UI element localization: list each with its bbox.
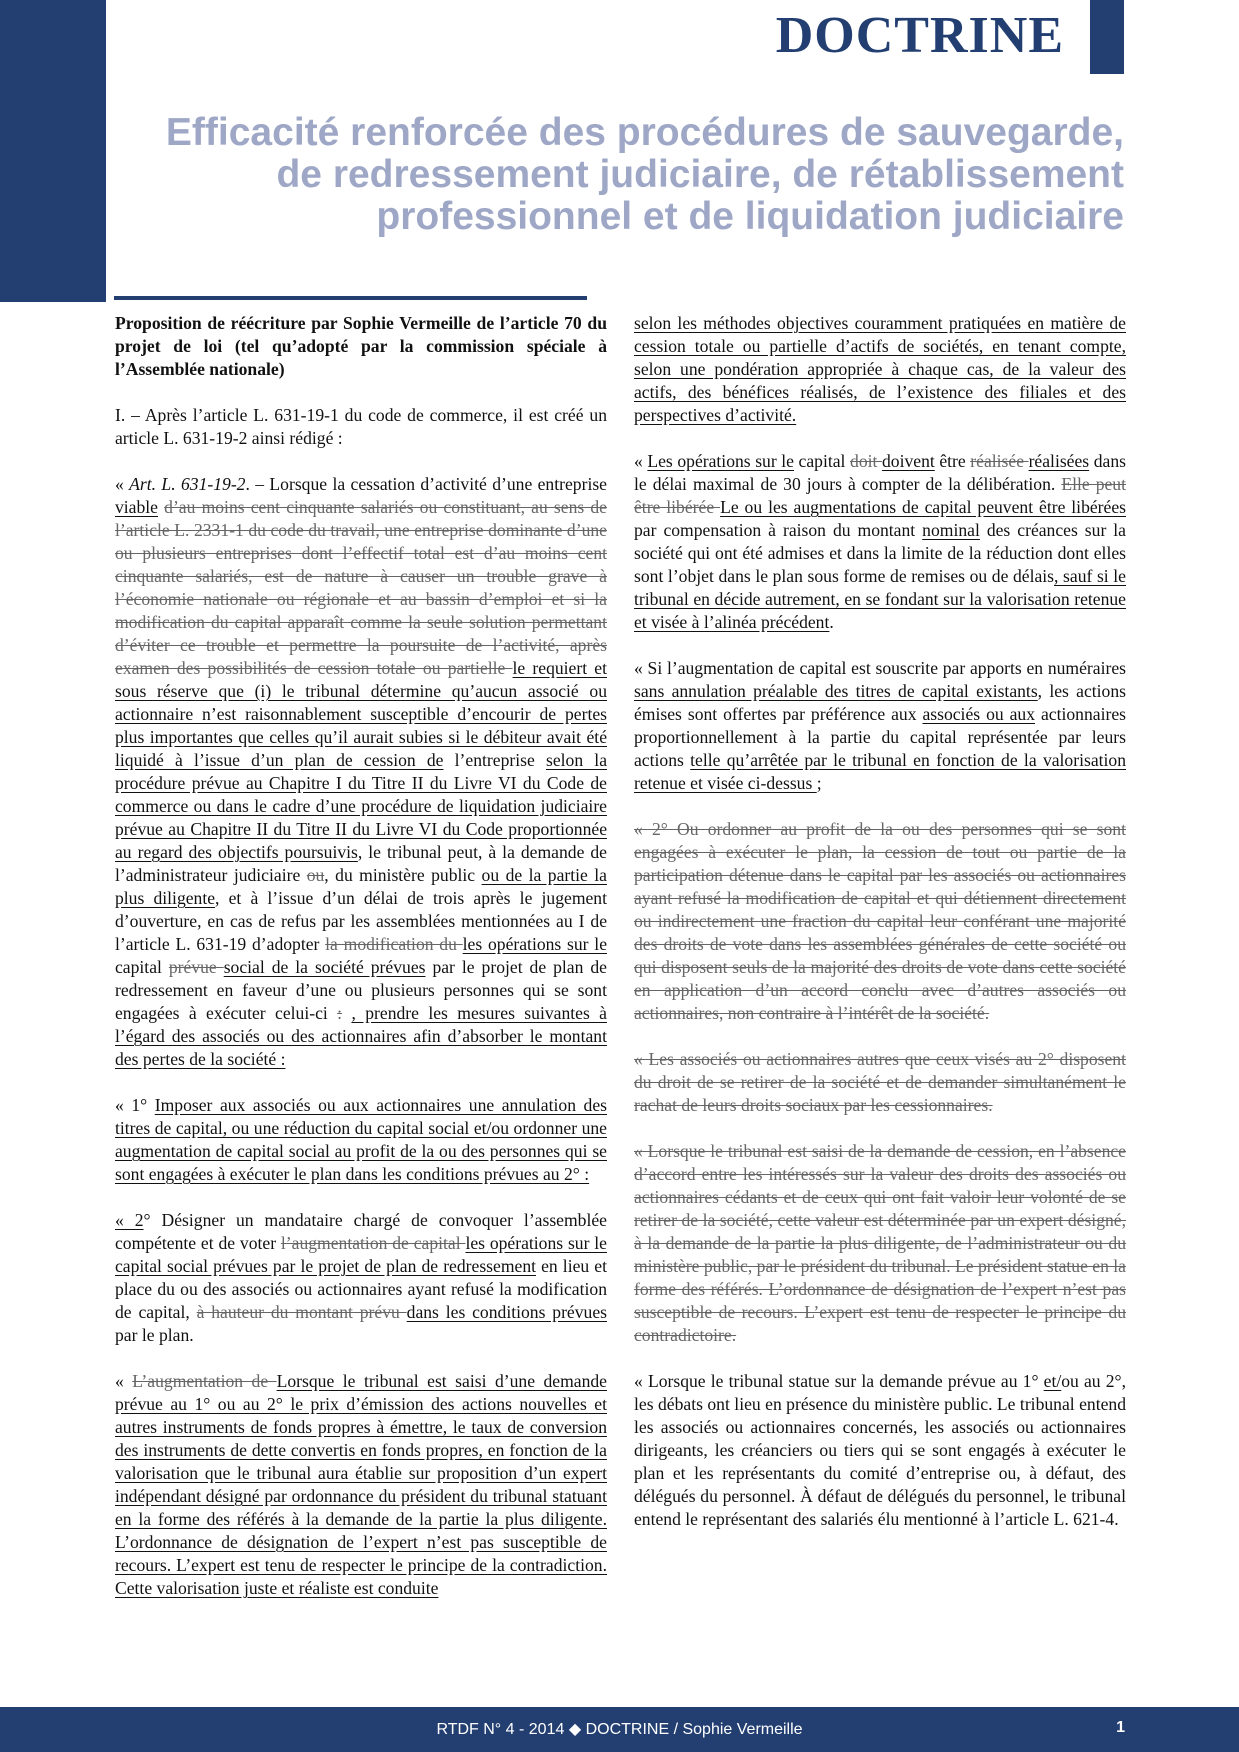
paragraph-operations: « Les opérations sur le capital doit doivent être réalisée réalisées dans le délai maximal de 30 jours à compter de la délibération. Elle peut être libérée Le ou les augmentations de capital peuvent être libérées par compensation à raison du montant nominal des créances sur la société qui ont été admises et dans la limite de la réduction dont elles sont l’objet dans le plan sous forme de remises ou de délais, sauf si le tribunal en décide autrement, en se fondant sur la valorisation retenue et visée à l’alinéa précédent. <box>634 451 1126 632</box>
title-line: Efficacité renforcée des procédures de sauvegarde, <box>165 111 1124 154</box>
deleted-paragraph-cession: « 2° Ou ordonner au profit de la ou des personnes qui se sont engagées à exécuter le plan, la cession de tout ou partie de la participation détenue dans le capital par les associés ou actionnaires ayant refusé la modification de capital et qui détiennent directement ou indirectement une fraction du capital leur conférant une majorité des droits de vote dans les assemblées générales de cette société ou qui disposent seuls de la majorité des droits de vote dans cette société en application d’un accord conclu avec d’autres associés ou actionnaires, non contraire à l’intérêt de la société. <box>634 819 1126 1023</box>
deleted-paragraph-retrait: « Les associés ou actionnaires autres que ceux visés au 2° disposent du droit de se retirer de la société et de demander simultanément le rachat de leurs droits sociaux par les cessionnaires. <box>634 1049 1126 1115</box>
paragraph-methodes: selon les méthodes objectives couramment pratiquées en matière de cession totale ou partielle d’actifs de sociétés, en tenant compte, selon une pondération appropriée à chaque cas, de la valeur des actifs, des bénéfices réalisés, de l’existence des filiales et des perspectives d’activité. <box>634 313 1126 425</box>
paragraph-1: « 1° Imposer aux associés ou aux actionnaires une annulation des titres de capital, ou une réduction du capital social et/ou ordonner une augmentation de capital social au profit de la ou des personnes qui se sont engagées à exécuter le plan dans les conditions prévues au 2° : <box>115 1095 607 1184</box>
right-header-square <box>1090 0 1124 74</box>
column-right <box>634 312 1126 1554</box>
lead-paragraph: Proposition de réécriture par Sophie Vermeille de l’article 70 du projet de loi (tel qu’adopté par la commission spéciale à l’Assemblée nationale) <box>115 313 607 379</box>
paragraph-art-631-19-2: « Art. L. 631-19-2. – Lorsque la cessation d’activité d’une entreprise viable d’au moins cent cinquante salariés ou constituant, au sens de l’article L. 2331-1 du code du travail, une entreprise dominante d’une ou plusieurs entreprises dont l’effectif total est d’au moins cent cinquante salariés, est de nature à causer un trouble grave à l’économie nationale ou régionale et au bassin d’emploi et si la modification du capital apparaît comme la seule solution permettant d’éviter ce trouble et permettre la poursuite de l’activité, après examen des possibilités de cession totale ou partielle le requiert et sous réserve que (i) le tribunal détermine qu’aucun associé ou actionnaire n’est raisonnablement susceptible d’encourir de pertes plus importantes que celles qu’il aurait subies si le débiteur avait été liquidé à l’issue d’un plan de cession de l’entreprise selon la procédure prévue au Chapitre I du Titre II du Livre VI du Code de commerce ou dans le cadre d’une procédure de liquidation judiciaire prévue au Chapitre II du Titre II du Livre VI du Code proportionnée au regard des objectifs poursuivis, le tribunal peut, à la demande de l’administrateur judiciaire ou, du ministère public ou de la partie la plus diligente, et à l’issue d’un délai de trois après le jugement d’ouverture, en cas de refus par les assemblées mentionnées au I de l’article L. 631-19 d’adopter la modification du les opérations sur le capital prévue social de la société prévues par le projet de plan de redressement en faveur d’une ou plusieurs personnes qui se sont engagées à exécuter celui-ci : , prendre les mesures suivantes à l’égard des associés ou des actionnaires afin d’absorber le montant des pertes de la société : <box>115 474 608 1069</box>
intro-paragraph: I. – Après l’article L. 631-19-1 du code de commerce, il est créé un article L. 631-19-2 ainsi rédigé : <box>115 405 607 448</box>
title-rule <box>114 296 587 300</box>
column-left <box>115 312 607 1623</box>
page-number: 1 <box>1116 1719 1125 1736</box>
left-header-band <box>0 0 106 302</box>
paragraph-augmentation: « Si l’augmentation de capital est souscrite par apports en numéraires sans annulation préalable des titres de capital existants, les actions émises sont offertes par préférence aux associés ou aux actionnaires proportionnellement à la partie du capital représentée par leurs actions telle qu’arrêtée par le tribunal en fonction de la valorisation retenue et visée ci-dessus ; <box>634 658 1127 793</box>
paragraph-2: « 2° Désigner un mandataire chargé de convoquer l’assemblée compétente et de voter l’augmentation de capital les opérations sur le capital social prévues par le projet de plan de redressement en lieu et place du ou des associés ou actionnaires ayant refusé la modification de capital, à hauteur du montant prévu dans les conditions prévues par le plan. <box>115 1210 607 1345</box>
paragraph-debats: « Lorsque le tribunal statue sur la demande prévue au 1° et/ou au 2°, les débats ont lieu en présence du ministère public. Le tribunal entend les associés ou actionnaires concernés, les associés ou actionnaires dirigeants, les créanciers ou tiers qui se sont engagés à exécuter le plan et les représentants du comité d’entreprise ou, à défaut, des délégués du personnel. À défaut de délégués du personnel, le tribunal entend le représentant des salariés élu mentionné à l’article L. 621-4. <box>634 1371 1126 1529</box>
page-footer <box>0 1707 1239 1752</box>
title-line: professionnel et de liquidation judiciaire <box>376 195 1124 238</box>
deleted-paragraph-expert: « Lorsque le tribunal est saisi de la demande de cession, en l’absence d’accord entre les intéressés sur la valeur des droits des associés ou actionnaires cédants et de ceux qui ont fait valoir leur volonté de se retirer de la société, cette valeur est déterminée par un expert désigné, à la demande de la partie la plus diligente, de l’administrateur ou du ministère public, par le président du tribunal. Le président statue en la forme des référés. L’ordonnance de désignation de l’expert n’est pas susceptible de recours. L’expert est tenu de respecter le principe du contradictoire. <box>634 1141 1126 1345</box>
footer-citation: RTDF N° 4 - 2014 ◆ DOCTRINE / Sophie Vermeille <box>436 1721 803 1738</box>
paragraph-valorisation: « L’augmentation de Lorsque le tribunal est saisi d’une demande prévue au 1° ou au 2° le prix d’émission des actions nouvelles et autres instruments de fonds propres à émettre, le taux de conversion des instruments de dette convertis en fonds propres, en fonction de la valorisation que le tribunal aura établie sur proposition d’un expert indépendant désigné par ordonnance du président du tribunal statuant en la forme des référés à la demande de la partie la plus diligente. L’ordonnance de désignation de l’expert n’est pas susceptible de recours. L’expert est tenu de respecter le principe de la contradiction. Cette valorisation juste et réaliste est conduite <box>115 1371 607 1598</box>
article-title <box>120 112 1124 238</box>
diamond-icon: ◆ <box>568 1721 582 1738</box>
section-label: DOCTRINE <box>775 7 1064 64</box>
title-line: de redressement judiciaire, de rétablissement <box>276 153 1124 196</box>
